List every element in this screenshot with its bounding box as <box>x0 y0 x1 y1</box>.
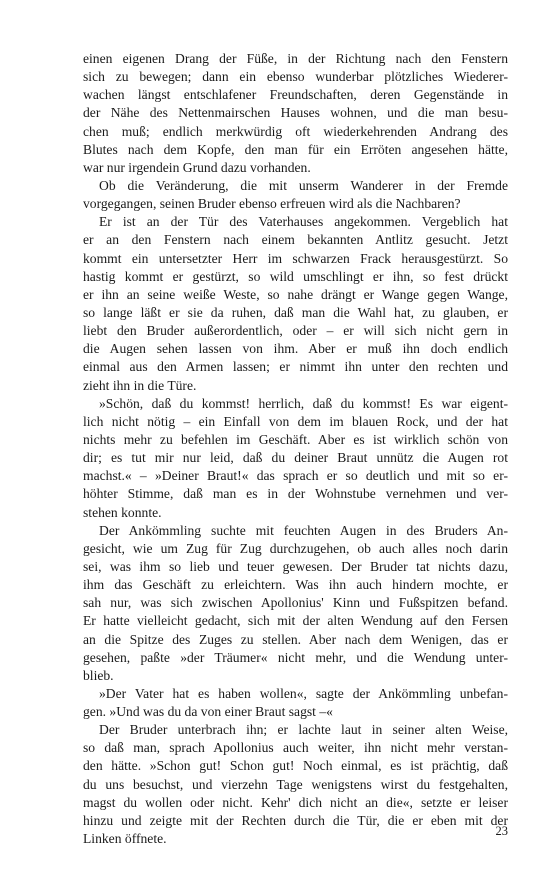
text-line: lich nicht nötig – ein Einfall von dem im blauen Rock, und der hat <box>83 413 508 429</box>
text-line: er an den Fenstern nach einem bekannten Antlitz gesucht. Jetzt <box>83 232 508 248</box>
text-line: hinzu und zeigte mit der Rechten durch die Tür, die er eben mit der <box>83 812 508 828</box>
text-line: »Schön, daß du kommst! herrlich, daß du kommst! Es war eigent- <box>99 395 508 411</box>
text-line: höhter Stimme, daß man es in der Wohnstube vernehmen und ver- <box>83 486 508 502</box>
text-line: zieht ihn in die Türe. <box>83 377 197 393</box>
text-line: er ihn an seine weiße Weste, so nahe drängt er Wange gegen Wange, <box>83 286 508 302</box>
text-line: stehen konnte. <box>83 504 162 520</box>
text-line: nichts mehr zu befehlen im Geschäft. Aber es ist wirklich schön von <box>83 431 508 447</box>
text-line: ihm das Geschäft zu erleichtern. Was ihn auch hindern mochte, er <box>83 577 508 593</box>
text-line: hastig kommt er gestürzt, so wild umschlingt er ihn, so fest drückt <box>83 268 508 284</box>
text-line: sich zu bewegen; dann ein ebenso wunderbar plötzliches Wiederer- <box>83 69 508 85</box>
text-line: gen. »Und was du da von einer Braut sagst –« <box>83 704 333 720</box>
text-line: den hätte. »Schon gut! Schon gut! Noch einmal, es ist prächtig, daß <box>83 758 508 774</box>
text-line: »Der Vater hat es haben wollen«, sagte der Ankömmling unbefan- <box>99 685 508 701</box>
text-line: Blutes nach dem Kopfe, den man für ein Erröten angesehen hätte, <box>83 141 508 157</box>
text-line: Linken öffnete. <box>83 831 167 847</box>
text-line: so daß man, sprach Apollonius auch weiter, ihn nicht mehr verstan- <box>83 740 508 756</box>
text-line: gesehen, paßte »der Träumer« nicht mehr, und die Wendung unter- <box>83 649 508 665</box>
text-line: dir; es tut mir nur leid, daß du deiner Braut unnütz die Augen rot <box>83 450 508 466</box>
text-line: einen eigenen Drang der Füße, in der Richtung nach den Fenstern <box>83 51 508 66</box>
text-line: sei, was ihm so lieb und teuer gewesen. Der Bruder tat nichts dazu, <box>83 558 508 574</box>
text-line: der Nähe des Nettenmairschen Hauses wohnen, und die man besu- <box>83 105 508 121</box>
text-line: Er ist an der Tür des Vaterhauses angekommen. Vergeblich hat <box>99 214 508 230</box>
text-line: Der Ankömmling suchte mit feuchten Augen in des Bruders An- <box>99 522 508 538</box>
text-line: chen muß; endlich merkwürdig oft wiederkehrenden Andrang des <box>83 123 508 139</box>
page-number: 23 <box>495 824 508 838</box>
text-line: liebt den Bruder außerordentlich, oder – er will sich nicht gern in <box>83 323 508 339</box>
text-line: magst du wollen oder nicht. Kehr' dich nicht an die«, setzte er leiser <box>83 794 508 810</box>
text-block <box>83 50 508 848</box>
text-line: so lange läßt er sie da ruhen, daß man die Wahl hat, zu glauben, er <box>83 304 508 320</box>
text-line: gesicht, wie um Zug für Zug durchzugehen, ob auch alles noch darin <box>83 540 508 556</box>
text-line: du uns besuchst, und vierzehn Tage wenigstens wirst du festgehalten, <box>83 776 508 792</box>
text-line: vorgegangen, seinen Bruder ebenso erfreuen wird als die Nachbaren? <box>83 196 461 212</box>
text-line: war nur irgendein Grund dazu vorhanden. <box>83 159 311 175</box>
text-line: die Augen sehen lassen von ihm. Aber er muß ihn doch endlich <box>83 341 508 357</box>
text-line: an die Spitze des Zuges zu stellen. Aber nach dem Wenigen, das er <box>83 631 508 647</box>
text-line: Er hatte vielleicht gedacht, sich mit der alten Wendung auf den Fersen <box>83 613 508 629</box>
text-line: Ob die Veränderung, die mit unserm Wanderer in der Fremde <box>99 177 508 193</box>
text-line: machst.« – »Deiner Braut!« das sprach er so deutlich und mit so er- <box>83 468 508 484</box>
text-line: wachen längst entschlafener Freundschaften, deren Gegenstände in <box>83 87 508 103</box>
text-line: einmal aus den Armen lassen; er nimmt ihn unter den rechten und <box>83 359 508 375</box>
text-line: kommt ein untersetzter Herr im schwarzen Frack herausgestürzt. So <box>83 250 508 266</box>
text-line: sah nur, was sich zwischen Apollonius' Kinn und Fußspitzen befand. <box>83 595 508 611</box>
text-line: blieb. <box>83 667 114 683</box>
text-line: Der Bruder unterbrach ihn; er lachte laut in seiner alten Weise, <box>99 722 508 738</box>
